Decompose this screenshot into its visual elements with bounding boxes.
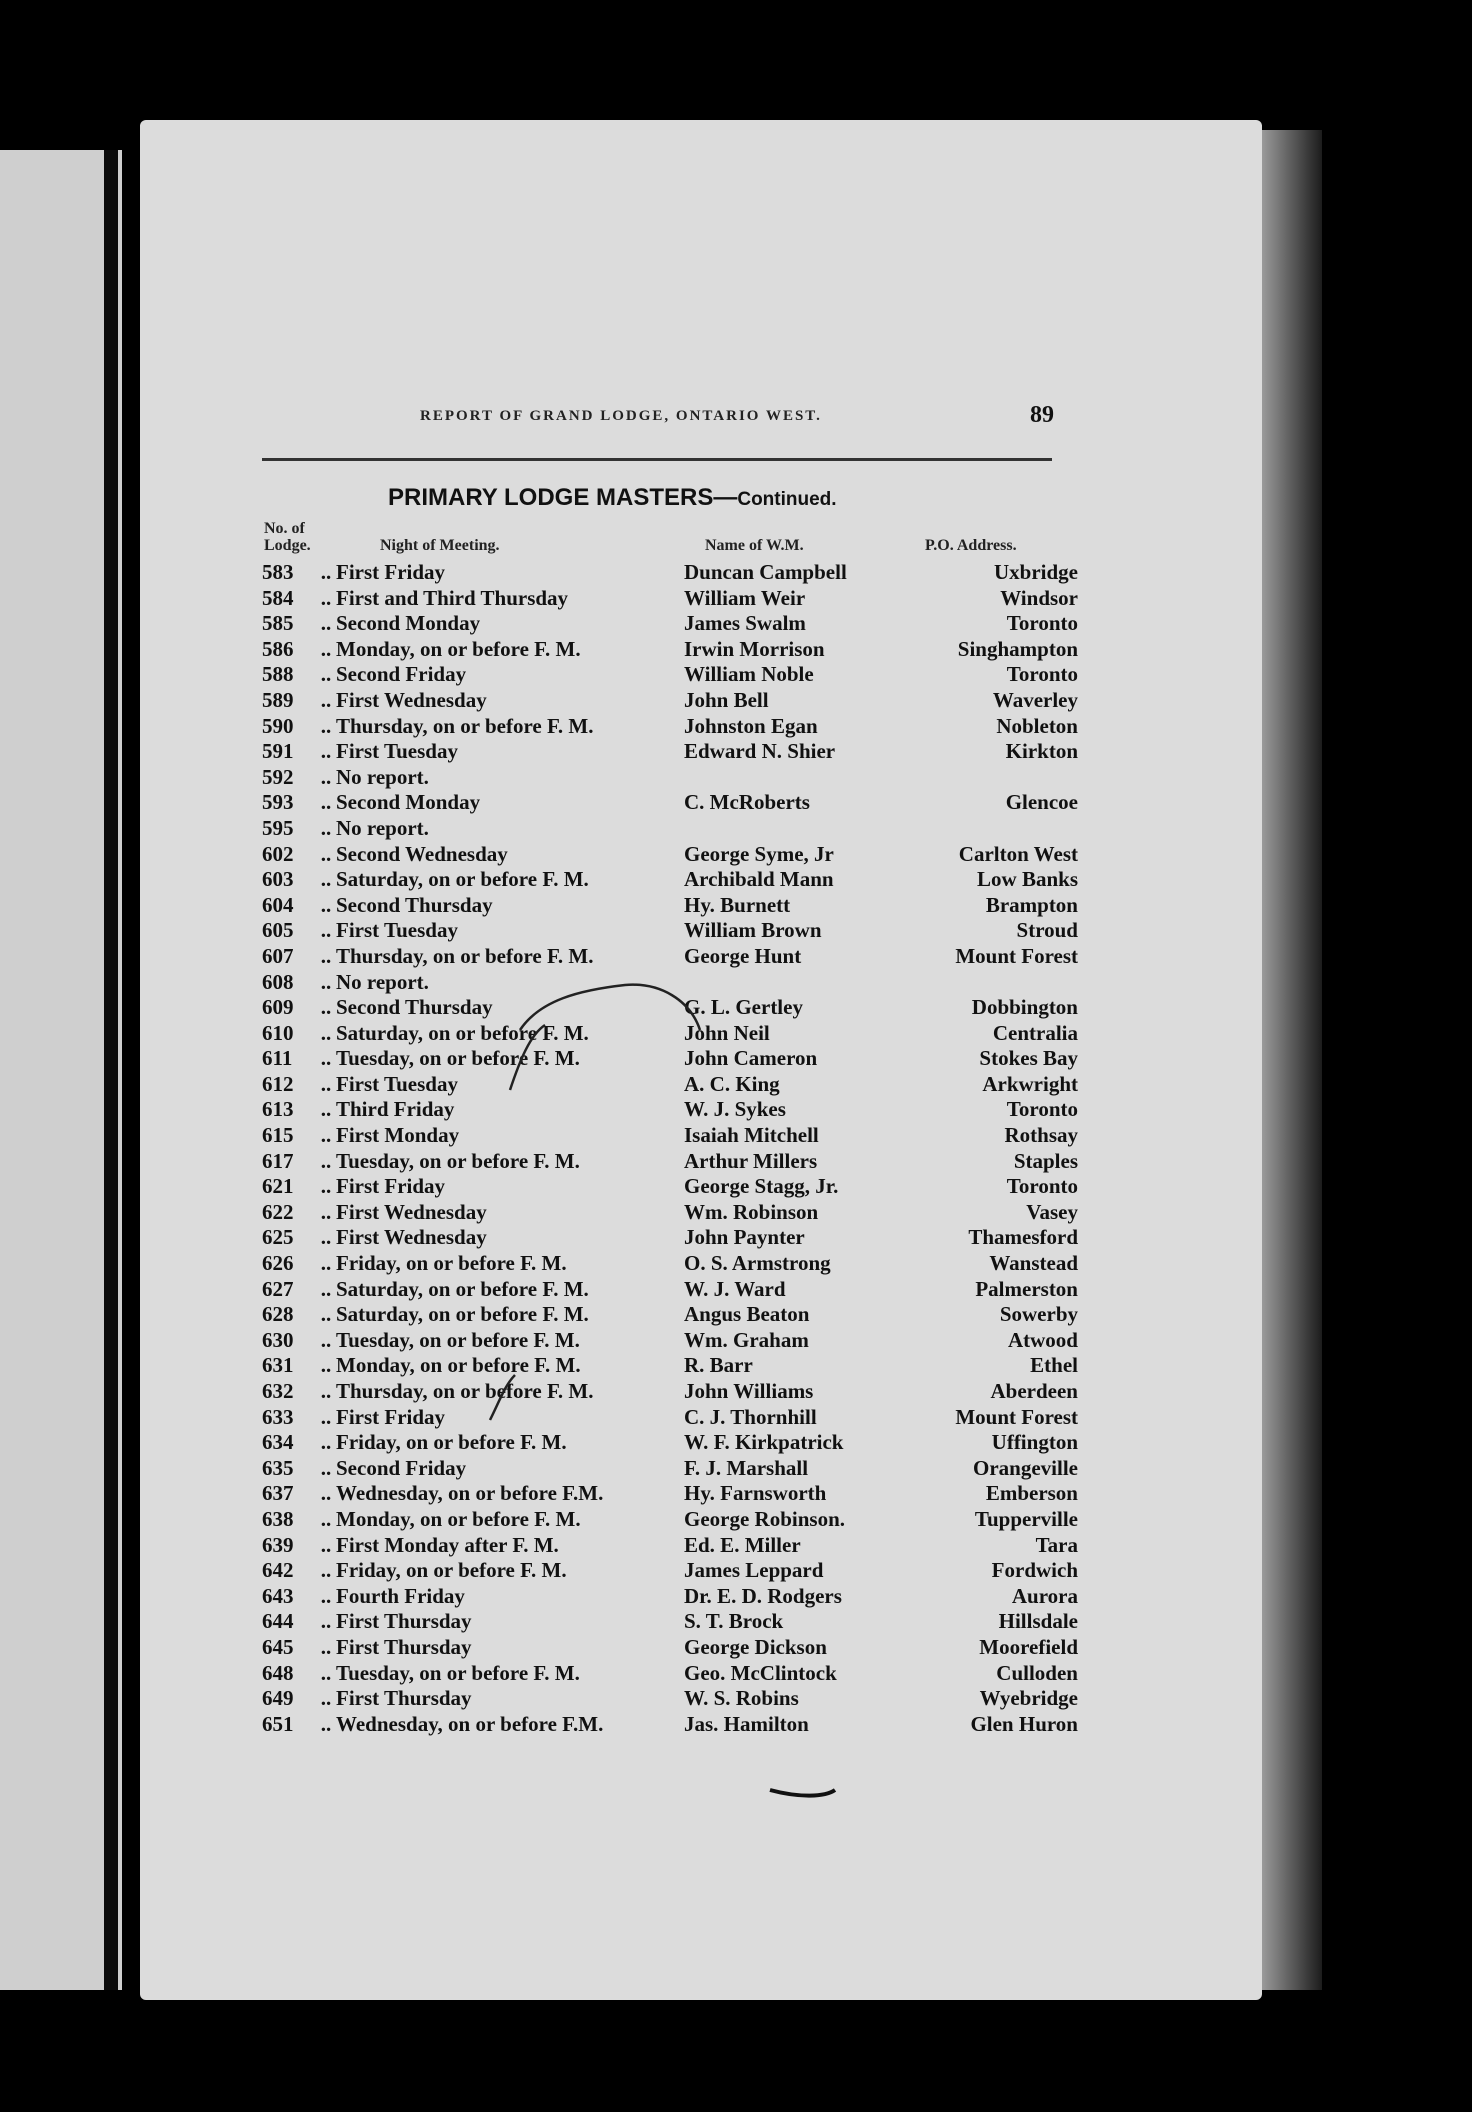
leader-dots: .. bbox=[320, 969, 332, 994]
leader-dots: .. bbox=[320, 1455, 332, 1480]
po-address: Low Banks bbox=[977, 867, 1078, 892]
lodge-number: 651 bbox=[262, 1711, 294, 1736]
lodge-number: 649 bbox=[262, 1686, 294, 1711]
po-address: Emberson bbox=[985, 1481, 1078, 1506]
po-address: Vasey bbox=[1026, 1199, 1078, 1224]
leader-dots: .. bbox=[320, 662, 332, 687]
leader-dots: .. bbox=[320, 995, 332, 1020]
leader-dots: .. bbox=[320, 713, 332, 738]
worshipful-master: John Bell bbox=[684, 687, 769, 712]
leader-dots: .. bbox=[320, 1327, 332, 1352]
running-head: REPORT OF GRAND LODGE, ONTARIO WEST. bbox=[420, 408, 822, 424]
night-of-meeting: Fourth Friday bbox=[336, 1583, 465, 1608]
po-address: Palmerston bbox=[975, 1276, 1078, 1301]
night-of-meeting: Thursday, on or before F. M. bbox=[336, 1379, 594, 1403]
night-of-meeting: Friday, on or before F. M. bbox=[336, 1558, 567, 1583]
night-of-meeting: Tuesday, on or before F. M. bbox=[336, 1148, 580, 1173]
lodge-number: 589 bbox=[262, 687, 294, 712]
po-address: Centralia bbox=[992, 1020, 1078, 1045]
night-of-meeting: Wednesday, on or before F.M. bbox=[336, 1711, 604, 1736]
column-header-wm: Name of W.M. bbox=[705, 537, 804, 554]
lodge-number: 608 bbox=[262, 969, 294, 994]
night-of-meeting: Monday, on or before F. M. bbox=[336, 1506, 581, 1531]
night-of-meeting: First Wednesday bbox=[336, 1199, 487, 1224]
lodge-number: 613 bbox=[262, 1097, 294, 1122]
worshipful-master: George Syme, Jr bbox=[684, 841, 834, 866]
night-of-meeting: Friday, on or before F. M. bbox=[336, 1251, 567, 1276]
leader-dots: .. bbox=[320, 687, 332, 712]
night-of-meeting: Tuesday, on or before F. M. bbox=[336, 1660, 580, 1685]
po-address: Waverley bbox=[992, 687, 1078, 712]
worshipful-master: Isaiah Mitchell bbox=[684, 1123, 819, 1148]
leader-dots: .. bbox=[320, 1711, 332, 1736]
leader-dots: .. bbox=[320, 1199, 332, 1224]
po-address: Hillsdale bbox=[998, 1609, 1078, 1634]
worshipful-master: George Hunt bbox=[684, 943, 802, 968]
worshipful-master: Hy. Burnett bbox=[684, 892, 791, 917]
worshipful-master: R. Barr bbox=[684, 1353, 753, 1378]
lodge-number: 607 bbox=[262, 943, 294, 968]
po-address: Wanstead bbox=[989, 1251, 1078, 1276]
worshipful-master: George Stagg, Jr. bbox=[684, 1174, 839, 1199]
lodge-number: 643 bbox=[262, 1583, 294, 1608]
worshipful-master: A. C. King bbox=[684, 1071, 780, 1096]
leader-dots: .. bbox=[320, 1686, 332, 1711]
column-header-night: Night of Meeting. bbox=[380, 537, 500, 554]
po-address: Staples bbox=[1013, 1148, 1078, 1173]
lodge-number: 615 bbox=[262, 1123, 294, 1148]
night-of-meeting: Wednesday, on or before F.M. bbox=[336, 1481, 604, 1506]
column-header-address: P.O. Address. bbox=[925, 537, 1017, 554]
po-address: Wyebridge bbox=[979, 1686, 1078, 1711]
worshipful-master: John Paynter bbox=[684, 1225, 805, 1250]
night-of-meeting: Second Thursday bbox=[336, 995, 493, 1020]
night-of-meeting: Second Wednesday bbox=[336, 841, 508, 866]
lodge-number: 645 bbox=[262, 1634, 294, 1659]
night-of-meeting: Saturday, on or before F. M. bbox=[336, 1276, 589, 1301]
po-address: Mount Forest bbox=[955, 943, 1078, 968]
leader-dots: .. bbox=[320, 611, 332, 636]
night-of-meeting: Thursday, on or before F. M. bbox=[336, 943, 594, 968]
po-address: Windsor bbox=[1000, 585, 1078, 610]
po-address: Uffington bbox=[991, 1430, 1078, 1455]
page-number: 89 bbox=[1030, 402, 1054, 428]
lodge-number: 639 bbox=[262, 1532, 294, 1557]
worshipful-master: Irwin Morrison bbox=[684, 636, 825, 661]
lodge-number: 622 bbox=[262, 1199, 294, 1224]
lodge-number: 593 bbox=[262, 790, 294, 815]
po-address: Culloden bbox=[996, 1660, 1078, 1685]
worshipful-master: W. F. Kirkpatrick bbox=[684, 1430, 844, 1455]
night-of-meeting: First Thursday bbox=[336, 1609, 472, 1634]
lodge-number: 605 bbox=[262, 918, 294, 943]
worshipful-master: W. J. Ward bbox=[684, 1276, 786, 1301]
lodge-number: 612 bbox=[262, 1071, 294, 1096]
po-address: Singhampton bbox=[957, 636, 1078, 661]
leader-dots: .. bbox=[320, 1634, 332, 1659]
leader-dots: .. bbox=[320, 1583, 332, 1608]
worshipful-master: Jas. Hamilton bbox=[684, 1711, 809, 1736]
lodge-number: 583 bbox=[262, 560, 294, 584]
leader-dots: .. bbox=[320, 764, 332, 789]
leader-dots: .. bbox=[320, 1660, 332, 1685]
po-address: Tupperville bbox=[974, 1506, 1078, 1531]
worshipful-master: Edward N. Shier bbox=[684, 739, 836, 764]
lodge-number: 595 bbox=[262, 815, 294, 840]
night-of-meeting: First Friday bbox=[336, 1174, 446, 1199]
leader-dots: .. bbox=[320, 1046, 332, 1071]
leader-dots: .. bbox=[320, 892, 332, 917]
worshipful-master: Geo. McClintock bbox=[684, 1660, 837, 1685]
worshipful-master: C. McRoberts bbox=[684, 790, 810, 815]
night-of-meeting: Second Friday bbox=[336, 1455, 467, 1480]
leader-dots: .. bbox=[320, 1276, 332, 1301]
worshipful-master: John Williams bbox=[684, 1379, 814, 1403]
night-of-meeting: First Wednesday bbox=[336, 687, 487, 712]
po-address: Brampton bbox=[985, 892, 1078, 917]
po-address: Carlton West bbox=[958, 841, 1078, 866]
leader-dots: .. bbox=[320, 841, 332, 866]
section-continued: Continued. bbox=[737, 489, 837, 510]
po-address: Toronto bbox=[1006, 1174, 1078, 1199]
leader-dots: .. bbox=[320, 1020, 332, 1045]
leader-dots: .. bbox=[320, 1404, 332, 1429]
leader-dots: .. bbox=[320, 1174, 332, 1199]
leader-dots: .. bbox=[320, 1353, 332, 1378]
po-address: Glencoe bbox=[1005, 790, 1078, 815]
po-address: Mount Forest bbox=[955, 1404, 1078, 1429]
worshipful-master: F. J. Marshall bbox=[684, 1455, 809, 1480]
worshipful-master: Johnston Egan bbox=[684, 713, 818, 738]
section-title-text: PRIMARY LODGE MASTERS bbox=[388, 484, 714, 511]
night-of-meeting: Tuesday, on or before F. M. bbox=[336, 1046, 580, 1071]
worshipful-master: Angus Beaton bbox=[684, 1302, 810, 1327]
leader-dots: .. bbox=[320, 943, 332, 968]
po-address: Dobbington bbox=[971, 995, 1078, 1020]
worshipful-master: William Weir bbox=[684, 585, 806, 610]
lodge-number: 638 bbox=[262, 1506, 294, 1531]
lodge-number: 630 bbox=[262, 1327, 294, 1352]
po-address: Stroud bbox=[1016, 918, 1078, 943]
po-address: Moorefield bbox=[979, 1634, 1078, 1659]
worshipful-master: Arthur Millers bbox=[684, 1148, 818, 1173]
night-of-meeting: Tuesday, on or before F. M. bbox=[336, 1327, 580, 1352]
lodge-number: 632 bbox=[262, 1379, 294, 1403]
lodge-number: 592 bbox=[262, 764, 294, 789]
night-of-meeting: First Thursday bbox=[336, 1634, 472, 1659]
lodge-number: 628 bbox=[262, 1302, 294, 1327]
night-of-meeting: Monday, on or before F. M. bbox=[336, 1353, 581, 1378]
worshipful-master: O. S. Armstrong bbox=[684, 1251, 831, 1276]
lodge-number: 642 bbox=[262, 1558, 294, 1583]
night-of-meeting: Second Thursday bbox=[336, 892, 493, 917]
lodge-number: 588 bbox=[262, 662, 294, 687]
po-address: Rothsay bbox=[1004, 1123, 1078, 1148]
lodge-number: 644 bbox=[262, 1609, 294, 1634]
worshipful-master: Archibald Mann bbox=[684, 867, 834, 892]
worshipful-master: William Noble bbox=[684, 662, 814, 687]
night-of-meeting: First Tuesday bbox=[336, 739, 458, 764]
worshipful-master: W. J. Sykes bbox=[684, 1097, 786, 1122]
worshipful-master: William Brown bbox=[684, 918, 822, 943]
po-address: Atwood bbox=[1007, 1327, 1078, 1352]
lodge-number: 603 bbox=[262, 867, 294, 892]
lodge-number: 591 bbox=[262, 739, 294, 764]
night-of-meeting: Third Friday bbox=[336, 1097, 455, 1122]
leader-dots: .. bbox=[320, 1302, 332, 1327]
leader-dots: .. bbox=[320, 1481, 332, 1506]
lodge-number: 633 bbox=[262, 1404, 294, 1429]
night-of-meeting: Second Monday bbox=[336, 611, 481, 636]
lodge-number: 602 bbox=[262, 841, 294, 866]
night-of-meeting: Monday, on or before F. M. bbox=[336, 636, 581, 661]
po-address: Toronto bbox=[1006, 1097, 1078, 1122]
po-address: Aurora bbox=[1011, 1583, 1078, 1608]
night-of-meeting: Second Monday bbox=[336, 790, 481, 815]
lodge-number: 586 bbox=[262, 636, 294, 661]
night-of-meeting: Friday, on or before F. M. bbox=[336, 1430, 567, 1455]
night-of-meeting: Saturday, on or before F. M. bbox=[336, 867, 589, 892]
po-address: Kirkton bbox=[1005, 739, 1078, 764]
po-address: Ethel bbox=[1030, 1353, 1078, 1378]
po-address: Tara bbox=[1035, 1532, 1078, 1557]
po-address: Fordwich bbox=[991, 1558, 1078, 1583]
leader-dots: .. bbox=[320, 867, 332, 892]
worshipful-master: W. S. Robins bbox=[684, 1686, 799, 1711]
po-address: Orangeville bbox=[973, 1455, 1078, 1480]
worshipful-master: George Robinson. bbox=[684, 1506, 846, 1531]
po-address: Uxbridge bbox=[994, 560, 1078, 584]
night-of-meeting: First Wednesday bbox=[336, 1225, 487, 1250]
worshipful-master: Hy. Farnsworth bbox=[684, 1481, 827, 1506]
worshipful-master: Wm. Robinson bbox=[684, 1199, 819, 1224]
lodge-number: 610 bbox=[262, 1020, 294, 1045]
lodge-number: 627 bbox=[262, 1276, 294, 1301]
worshipful-master: James Leppard bbox=[684, 1558, 824, 1583]
night-of-meeting: First Tuesday bbox=[336, 918, 458, 943]
night-of-meeting: Saturday, on or before F. M. bbox=[336, 1020, 589, 1045]
leader-dots: .. bbox=[320, 1379, 332, 1403]
worshipful-master: Duncan Campbell bbox=[684, 560, 847, 584]
lodge-number: 611 bbox=[262, 1046, 293, 1071]
night-of-meeting: No report. bbox=[336, 815, 429, 840]
night-of-meeting: First Friday bbox=[336, 560, 446, 584]
lodge-number: 604 bbox=[262, 892, 294, 917]
worshipful-master: John Cameron bbox=[684, 1046, 818, 1071]
lodge-number: 590 bbox=[262, 713, 294, 738]
po-address: Nobleton bbox=[996, 713, 1078, 738]
leader-dots: .. bbox=[320, 1071, 332, 1096]
lodge-number: 585 bbox=[262, 611, 294, 636]
leader-dots: .. bbox=[320, 1097, 332, 1122]
leader-dots: .. bbox=[320, 1148, 332, 1173]
leader-dots: .. bbox=[320, 1609, 332, 1634]
night-of-meeting: No report. bbox=[336, 969, 429, 994]
lodge-number: 635 bbox=[262, 1455, 294, 1480]
leader-dots: .. bbox=[320, 1225, 332, 1250]
leader-dots: .. bbox=[320, 636, 332, 661]
po-address: Toronto bbox=[1006, 611, 1078, 636]
lodge-number: 609 bbox=[262, 995, 294, 1020]
lodge-number: 634 bbox=[262, 1430, 294, 1455]
worshipful-master: Wm. Graham bbox=[684, 1327, 809, 1352]
night-of-meeting: Saturday, on or before F. M. bbox=[336, 1302, 589, 1327]
po-address: Thamesford bbox=[968, 1225, 1078, 1250]
po-address: Toronto bbox=[1006, 662, 1078, 687]
lodge-number: 626 bbox=[262, 1251, 294, 1276]
night-of-meeting: Thursday, on or before F. M. bbox=[336, 713, 594, 738]
leader-dots: .. bbox=[320, 560, 332, 584]
night-of-meeting: First Monday after F. M. bbox=[336, 1532, 559, 1557]
lodge-number: 584 bbox=[262, 585, 294, 610]
night-of-meeting: First and Third Thursday bbox=[336, 585, 569, 610]
worshipful-master: James Swalm bbox=[684, 611, 806, 636]
worshipful-master: John Neil bbox=[684, 1020, 770, 1045]
leader-dots: .. bbox=[320, 918, 332, 943]
po-address: Sowerby bbox=[999, 1302, 1078, 1327]
worshipful-master: C. J. Thornhill bbox=[684, 1404, 817, 1429]
night-of-meeting: First Tuesday bbox=[336, 1071, 458, 1096]
leader-dots: .. bbox=[320, 1506, 332, 1531]
leader-dots: .. bbox=[320, 1123, 332, 1148]
leader-dots: .. bbox=[320, 1532, 332, 1557]
night-of-meeting: Second Friday bbox=[336, 662, 467, 687]
lodge-number: 617 bbox=[262, 1148, 294, 1173]
night-of-meeting: First Monday bbox=[336, 1123, 460, 1148]
leader-dots: .. bbox=[320, 815, 332, 840]
night-of-meeting: First Thursday bbox=[336, 1686, 472, 1711]
night-of-meeting: First Friday bbox=[336, 1404, 446, 1429]
worshipful-master: George Dickson bbox=[684, 1634, 827, 1659]
leader-dots: .. bbox=[320, 1251, 332, 1276]
leader-dots: .. bbox=[320, 1430, 332, 1455]
lodge-number: 621 bbox=[262, 1174, 294, 1199]
worshipful-master: G. L. Gertley bbox=[684, 995, 803, 1020]
worshipful-master: S. T. Brock bbox=[684, 1609, 784, 1634]
lodge-number: 648 bbox=[262, 1660, 294, 1685]
worshipful-master: Dr. E. D. Rodgers bbox=[684, 1583, 842, 1608]
title-dash: — bbox=[713, 484, 738, 511]
leader-dots: .. bbox=[320, 739, 332, 764]
lodge-number: 631 bbox=[262, 1353, 294, 1378]
leader-dots: .. bbox=[320, 585, 332, 610]
leader-dots: .. bbox=[320, 1558, 332, 1583]
column-header-lodge-no: No. of Lodge. bbox=[264, 520, 311, 554]
worshipful-master: Ed. E. Miller bbox=[684, 1532, 801, 1557]
lodge-number: 637 bbox=[262, 1481, 294, 1506]
night-of-meeting: No report. bbox=[336, 764, 429, 789]
po-address: Aberdeen bbox=[990, 1379, 1078, 1403]
po-address: Glen Huron bbox=[970, 1711, 1078, 1736]
po-address: Stokes Bay bbox=[979, 1046, 1078, 1071]
lodge-number: 625 bbox=[262, 1225, 294, 1250]
po-address: Arkwright bbox=[982, 1071, 1078, 1096]
leader-dots: .. bbox=[320, 790, 332, 815]
